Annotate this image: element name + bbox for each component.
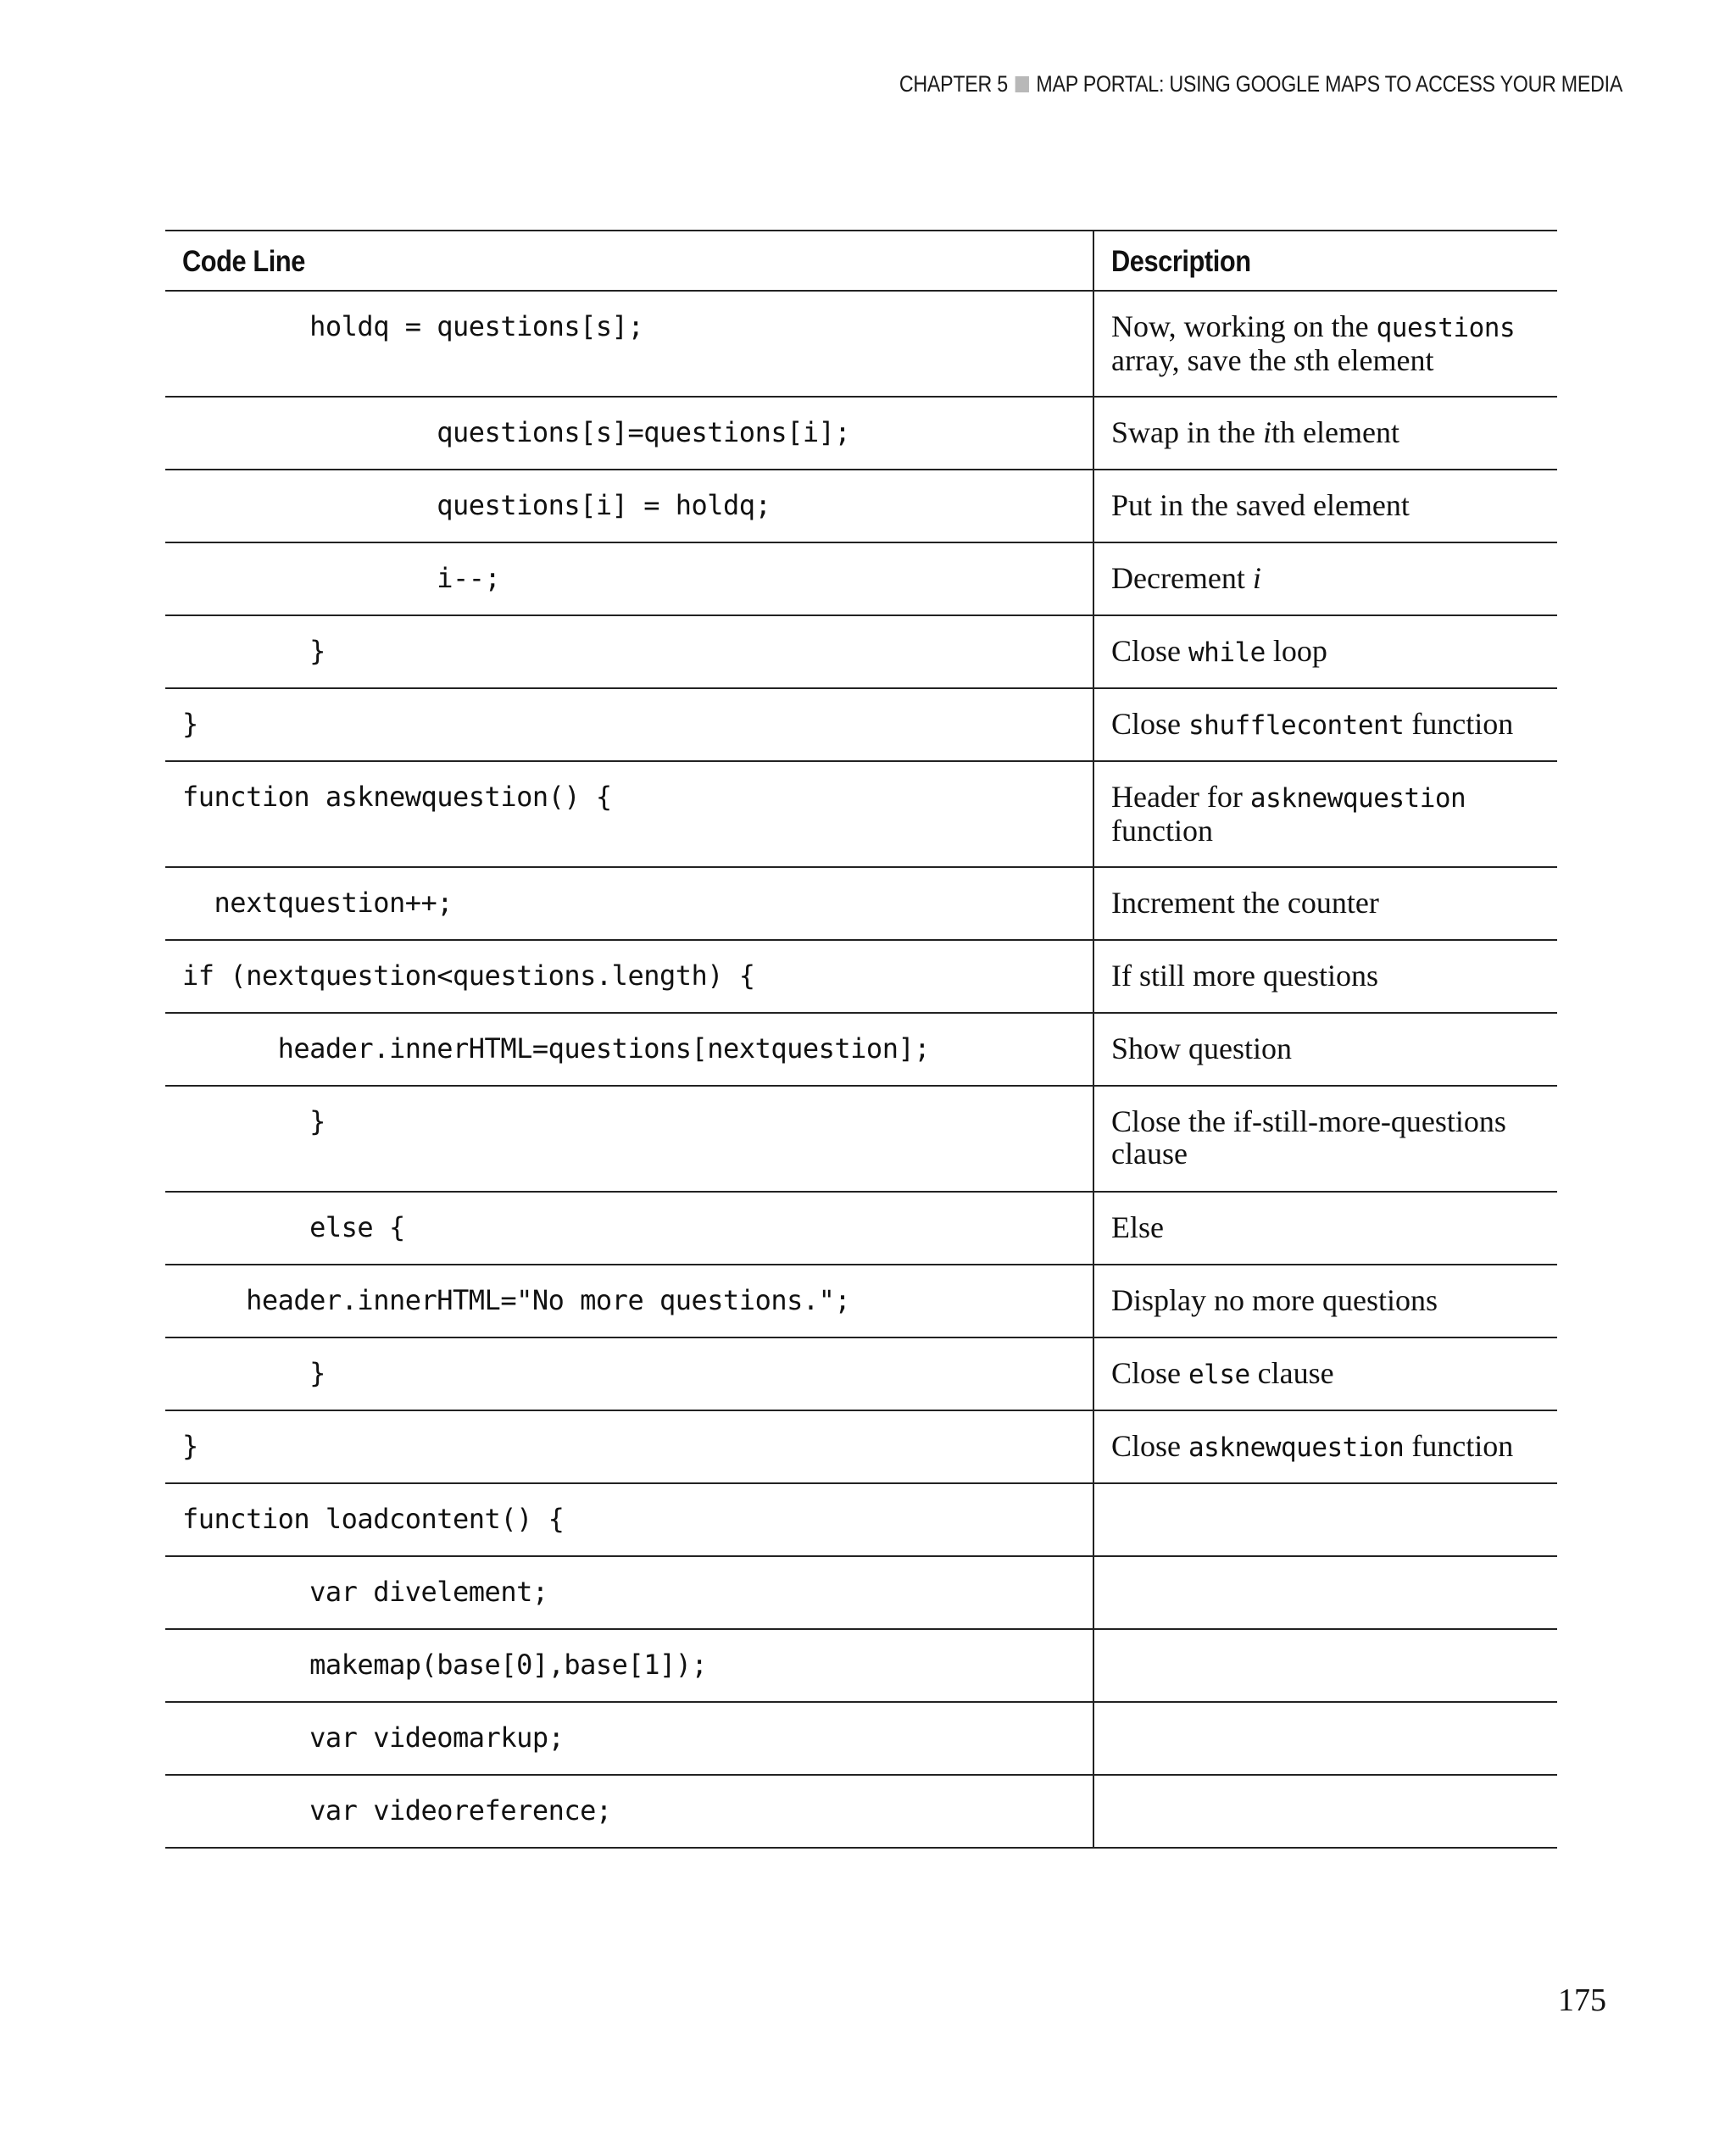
table-row [165, 1265, 1557, 1337]
description-text [1111, 489, 1540, 521]
code-cell [165, 1702, 1093, 1775]
description-cell [1093, 291, 1557, 397]
text-segment: Close [1111, 707, 1189, 741]
table-row [165, 1483, 1557, 1556]
code-cell [165, 1410, 1093, 1483]
text-segment: Now, working on the [1111, 309, 1377, 343]
description-cell [1093, 1483, 1557, 1556]
separator-square-icon [1015, 76, 1028, 92]
description-cell [1093, 1556, 1557, 1629]
text-segment: Increment the counter [1111, 886, 1379, 920]
description-cell [1093, 1192, 1557, 1265]
description-cell [1093, 397, 1557, 470]
code-cell [165, 1629, 1093, 1702]
text-segment: Close [1111, 1429, 1189, 1463]
code-cell [165, 1265, 1093, 1337]
code-line: header.innerHTML="No more questions."; [182, 1284, 851, 1316]
text-segment: Display no more questions [1111, 1283, 1438, 1317]
page-number: 175 [1558, 1983, 1606, 2018]
description-cell [1093, 1086, 1557, 1192]
code-line: nextquestion++; [182, 887, 453, 919]
text-segment: array, save the [1111, 343, 1294, 377]
code-line: makemap(base[0],base[1]); [182, 1649, 708, 1681]
italic-text: i [1252, 561, 1261, 595]
description-cell [1093, 1410, 1557, 1483]
code-line: var videomarkup; [182, 1721, 565, 1754]
description-cell [1093, 1337, 1557, 1410]
code-cell [165, 615, 1093, 688]
code-cell [165, 1556, 1093, 1629]
text-segment: Show question [1111, 1032, 1293, 1065]
text-segment: Decrement [1111, 561, 1253, 595]
text-segment: Swap in the [1111, 415, 1263, 449]
description-cell [1093, 1775, 1557, 1848]
code-line: } [182, 635, 326, 667]
table-row [165, 291, 1557, 397]
code-line: header.innerHTML=questions[nextquestion]; [182, 1032, 930, 1065]
running-header [899, 71, 1622, 97]
description-text [1111, 1032, 1540, 1065]
text-segment: Else [1111, 1210, 1164, 1244]
code-line: } [182, 1430, 198, 1462]
chapter-title: MAP PORTAL: USING GOOGLE MAPS TO ACCESS YOUR MEDIA [1036, 71, 1622, 97]
description-text [1111, 959, 1540, 992]
description-cell [1093, 940, 1557, 1013]
description-text [1111, 1430, 1540, 1464]
code-line: questions[s]=questions[i]; [182, 416, 851, 448]
code-line: } [182, 1357, 326, 1389]
code-line: if (nextquestion<questions.length) { [182, 959, 755, 992]
code-line: else { [182, 1211, 405, 1243]
code-cell [165, 940, 1093, 1013]
text-segment: function [1111, 814, 1213, 848]
description-cell [1093, 542, 1557, 615]
table-row [165, 1702, 1557, 1775]
code-line: } [182, 1105, 326, 1137]
description-text [1111, 1211, 1540, 1243]
description-cell [1093, 615, 1557, 688]
code-description-table [165, 230, 1557, 1849]
table-row [165, 1775, 1557, 1848]
code-cell [165, 1337, 1093, 1410]
text-segment: Close the if-still-more-questions clause [1111, 1104, 1506, 1171]
inline-code: else [1188, 1360, 1250, 1390]
description-text [1111, 635, 1540, 669]
code-cell [165, 1483, 1093, 1556]
description-text [1111, 1357, 1540, 1391]
description-text [1111, 1284, 1540, 1316]
table-row [165, 1013, 1557, 1086]
code-line: i--; [182, 562, 501, 594]
table-row [165, 1337, 1557, 1410]
description-cell [1093, 1629, 1557, 1702]
table-row [165, 761, 1557, 867]
code-line: } [182, 708, 198, 740]
description-cell [1093, 1013, 1557, 1086]
table-row [165, 397, 1557, 470]
text-segment: clause [1249, 1356, 1334, 1390]
table-row [165, 615, 1557, 688]
code-line: function asknewquestion() { [182, 781, 612, 813]
description-text [1111, 310, 1540, 376]
description-cell [1093, 867, 1557, 940]
table-header-row [165, 231, 1557, 291]
code-cell [165, 542, 1093, 615]
inline-code: while [1188, 637, 1266, 668]
table-row [165, 1629, 1557, 1702]
text-segment: function [1404, 1429, 1514, 1463]
column-header-code-line: Code Line [165, 231, 1093, 291]
description-cell [1093, 1702, 1557, 1775]
code-cell [165, 688, 1093, 761]
code-cell [165, 761, 1093, 867]
chapter-label: CHAPTER 5 [899, 71, 1008, 97]
code-cell [165, 291, 1093, 397]
inline-code: asknewquestion [1249, 783, 1466, 814]
text-segment: If still more questions [1111, 959, 1378, 993]
table-row [165, 1556, 1557, 1629]
code-cell [165, 1775, 1093, 1848]
text-segment: function [1404, 707, 1514, 741]
text-segment: loop [1265, 634, 1327, 668]
code-cell [165, 470, 1093, 542]
description-cell [1093, 688, 1557, 761]
code-line: var divelement; [182, 1576, 548, 1608]
table-row [165, 470, 1557, 542]
text-segment: th element [1305, 343, 1434, 377]
italic-text: s [1294, 343, 1306, 377]
text-segment: th element [1271, 415, 1399, 449]
code-line: questions[i] = holdq; [182, 489, 771, 521]
column-header-description: Description [1093, 231, 1557, 291]
inline-code: questions [1376, 313, 1516, 343]
table-row [165, 542, 1557, 615]
code-line: var videoreference; [182, 1794, 612, 1827]
code-cell [165, 1013, 1093, 1086]
table-row [165, 1192, 1557, 1265]
table-row [165, 1086, 1557, 1192]
description-text [1111, 562, 1540, 594]
text-segment: Header for [1111, 780, 1250, 814]
inline-code: asknewquestion [1188, 1432, 1405, 1463]
description-cell [1093, 761, 1557, 867]
inline-code: shufflecontent [1188, 710, 1405, 741]
text-segment: Close [1111, 634, 1189, 668]
table-row [165, 1410, 1557, 1483]
table-row [165, 688, 1557, 761]
text-segment: Put in the saved element [1111, 488, 1410, 522]
code-line: function loadcontent() { [182, 1503, 565, 1535]
italic-text: i [1262, 415, 1271, 449]
description-text [1111, 416, 1540, 448]
code-cell [165, 397, 1093, 470]
description-cell [1093, 1265, 1557, 1337]
description-text [1111, 1105, 1540, 1170]
table-row [165, 867, 1557, 940]
code-cell [165, 1192, 1093, 1265]
text-segment: Close [1111, 1356, 1189, 1390]
table-row [165, 940, 1557, 1013]
description-text [1111, 781, 1540, 847]
description-cell [1093, 470, 1557, 542]
code-cell [165, 867, 1093, 940]
code-line: holdq = questions[s]; [182, 310, 644, 342]
description-text [1111, 708, 1540, 742]
code-cell [165, 1086, 1093, 1192]
description-text [1111, 887, 1540, 919]
